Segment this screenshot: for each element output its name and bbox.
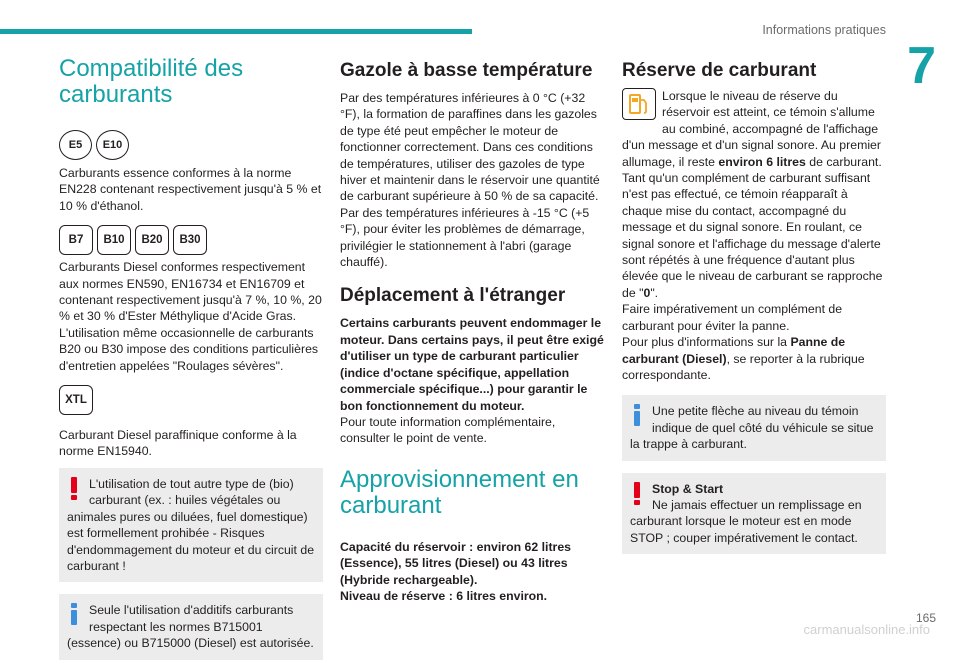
info-arrow-line-2: indique de quel côté du véhicule se situe [652, 420, 874, 435]
warning-line-2: carburant (ex. : huiles végétales ou [89, 493, 281, 508]
reserve-text-1a: Lorsque le niveau de réserve du réservoir est atteint, ce témoin s'allume au combiné, accompagné de l'affichage d'un message et d'un signal sonore. Au premier allumage, il reste [622, 89, 881, 169]
warning-icon [634, 482, 640, 504]
low-temp-text-1: Par des températures inférieures à 0 °C (+32 °F), la formation de paraffines dans les gazoles de type été peut empêcher le moteur de fonctionner correctement. Dans ces conditions de températures, utiliser des gazoles de type hiver et maintenir dans le réservoir une quantité de carburant supérieure à 50 % de sa capacité. [340, 91, 600, 204]
reserve-text-3: Faire impérativement un complément de carburant pour éviter la panne. [622, 302, 843, 333]
petrol-badges [59, 130, 323, 160]
column-fuel-reserve [622, 60, 886, 554]
reserve-text-2a: Tant qu'un complément de carburant suffisant n'est pas effectué, ce témoin réapparaît à chaque mise du contact, accompagné du message et du signal sonore. En roulant, ce signal sonore et l'affichage du message d'alerte sont répétés à une fréquence d'autant plus élevée que le niveau de carburant se rapproche de " [622, 171, 883, 300]
reserve-text-1b: de carburant. [805, 154, 882, 169]
e5-badge-icon: E5 [59, 130, 92, 160]
reserve-text-4a: Pour plus d'informations sur la [622, 335, 791, 350]
fuel-reserve-title: Réserve de carburant [622, 60, 817, 81]
info-line-1: Seule l'utilisation d'additifs carburants [89, 603, 294, 618]
info-icon [634, 404, 640, 426]
xtl-text: Carburant Diesel paraffinique conforme à la norme EN15940. [59, 428, 297, 459]
b30-badge-icon: B30 [173, 225, 207, 255]
panne-carburant-bold: Panne de carburant (Diesel) [622, 335, 846, 366]
stop-start-line-1: Ne jamais effectuer un remplissage en [652, 497, 862, 512]
petrol-text: Carburants essence conformes à la norme EN228 contenant respectivement jusqu'à 5 % et 10 % d'éthanol. [59, 166, 322, 213]
warning-text-rest: animales pures ou diluées, fuel domestique) est formellement prohibée - Risques d'endommagement du moteur et du circuit de carburant ! [67, 509, 315, 573]
e10-badge-icon: E10 [96, 130, 129, 160]
xtl-badge-row [59, 385, 323, 415]
column-fuel-compatibility [59, 56, 323, 660]
section-title: Informations pratiques [762, 23, 886, 37]
reserve-text-2b: ". [650, 285, 659, 300]
b20-badge-icon: B20 [135, 225, 169, 255]
info-box-additives [59, 594, 323, 659]
diesel-badges [59, 225, 323, 255]
warning-box-stop-start [622, 473, 886, 555]
info-line-2: respectant les normes B715001 [89, 619, 263, 634]
tank-capacity-text: Capacité du réservoir : environ 62 litres (Essence), 55 litres (Diesel) ou 43 litres (Hybride rechargeable). [340, 539, 571, 587]
info-text-rest: (essence) ou B715000 (Diesel) est autorisée. [67, 636, 314, 651]
warning-box-fuels [59, 468, 323, 582]
info-icon [71, 603, 77, 625]
reserve-text-1 [622, 88, 886, 170]
reserve-litres-bold: environ 6 litres [718, 154, 806, 169]
stop-start-rest: carburant lorsque le moteur est en mode STOP ; couper impérativement le contact. [630, 514, 858, 545]
info-arrow-line-1: Une petite flèche au niveau du témoin [652, 404, 859, 419]
warning-line-1: L'utilisation de tout autre type de (bio) [89, 476, 294, 491]
reserve-text-4 [622, 334, 886, 383]
fuel-pump-warning-icon [622, 88, 656, 120]
warning-icon [71, 477, 77, 499]
diesel-text: Carburants Diesel conformes respectivement aux normes EN590, EN16734 et EN16709 et contenant respectivement jusqu'à 7 %, 10 %, 20 % et 30 % d'Ester Méthylique d'Acide Gras. L'utilisation même occasionnelle de carburants B20 ou B30 impose des conditions particulières d'entretien appelées "Roulages sévères". [59, 260, 322, 373]
reserve-text-2 [622, 170, 886, 301]
stop-start-title: Stop & Start [652, 481, 724, 496]
b7-badge-icon: B7 [59, 225, 93, 255]
reserve-level-text: Niveau de réserve : 6 litres environ. [340, 588, 548, 603]
low-temp-text-2: Par des températures inférieures à -15 °C (+5 °F), pour éviter les problèmes de démarrage, privilégier le stationnement à l'abri (garage chauffé). [340, 205, 590, 270]
abroad-text: Pour toute information complémentaire, consulter le point de vente. [340, 414, 556, 446]
fuel-compatibility-title: Compatibilité des carburants [59, 55, 244, 108]
watermark: carmanualsonline.info [803, 622, 930, 637]
reserve-text-4b: , se reporter à la rubrique correspondante. [622, 351, 865, 382]
abroad-title: Déplacement à l'étranger [340, 285, 566, 307]
page-number: 165 [915, 611, 936, 625]
reserve-zero-bold: 0 [643, 285, 651, 300]
info-arrow-rest: la trappe à carburant. [630, 437, 747, 452]
chapter-number: 7 [907, 37, 936, 95]
header-accent-bar [0, 29, 472, 34]
refuelling-title: Approvisionnement en carburant [340, 465, 579, 519]
low-temp-title: Gazole à basse température [340, 60, 593, 81]
info-box-arrow [622, 395, 886, 460]
xtl-badge-icon: XTL [59, 385, 93, 415]
abroad-bold-text: Certains carburants peuvent endommager le moteur. Dans certains pays, il peut être exigé d'utiliser un type de carburant particulier (indice d'octane spécifique, appellation commerciale spécifique...) pour garantir le bon fonctionnement du moteur. [340, 316, 604, 413]
reserve-paragraph-block [622, 88, 886, 383]
column-diesel-travel [340, 60, 604, 604]
b10-badge-icon: B10 [97, 225, 131, 255]
